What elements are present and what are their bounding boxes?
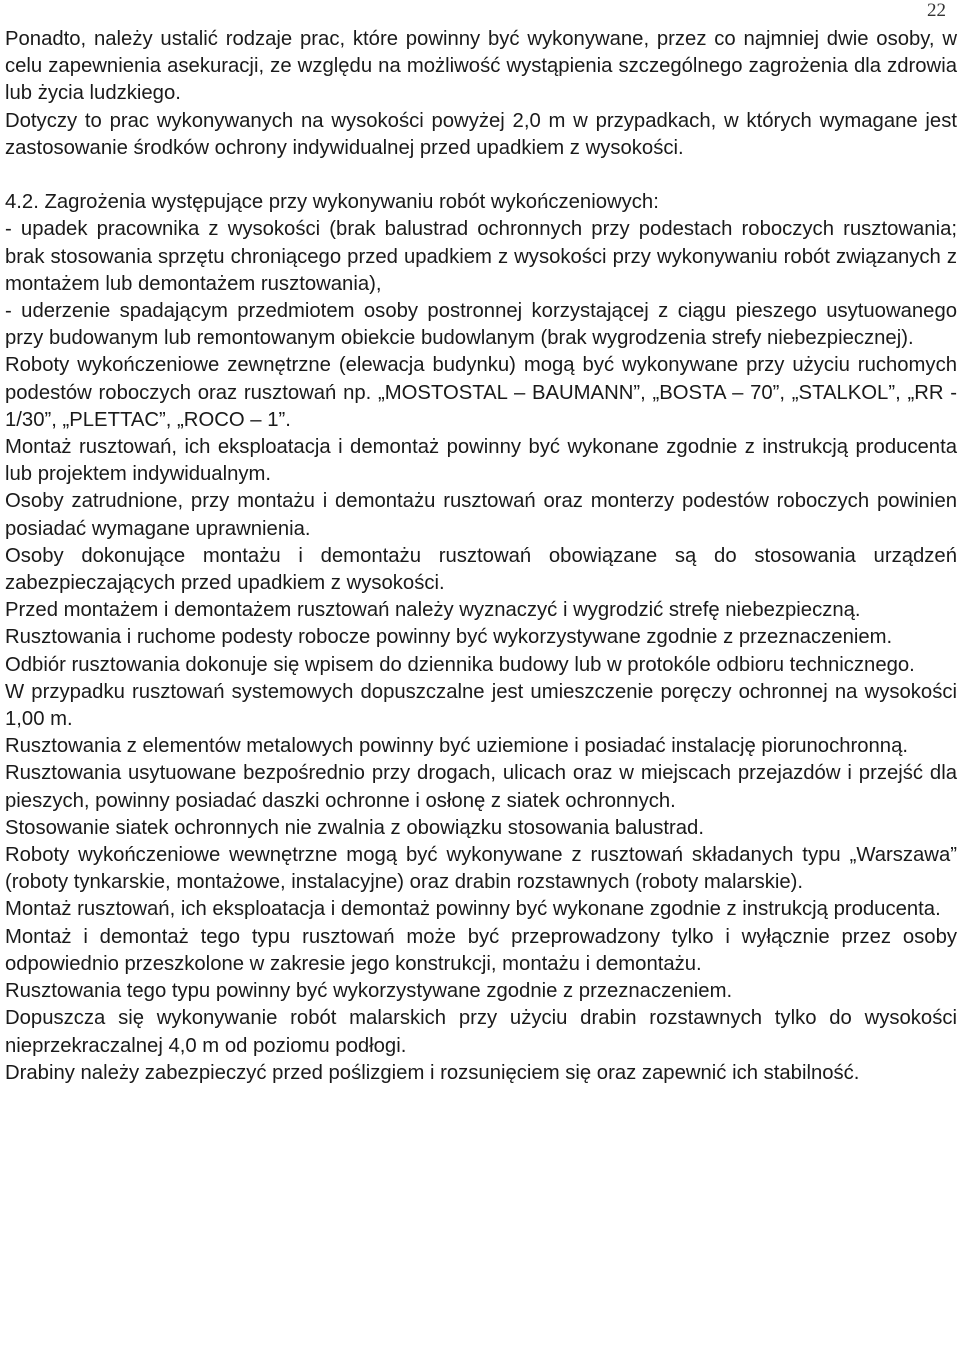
paragraph: Osoby zatrudnione, przy montażu i demontażu rusztowań oraz monterzy podestów roboczych powinien posiadać wymagane uprawnienia. — [5, 490, 957, 540]
paragraph: Przed montażem i demontażem rusztowań należy wyznaczyć i wygrodzić strefę niebezpieczną. — [5, 599, 861, 622]
document-body — [5, 26, 957, 1087]
paragraph: Dotyczy to prac wykonywanych na wysokości powyżej 2,0 m w przypadkach, w których wymagane jest zastosowanie środków ochrony indywidualnej przed upadkiem z wysokości. — [5, 109, 957, 159]
paragraph: - uderzenie spadającym przedmiotem osoby postronnej korzystającej z ciągu pieszego usytuowanego przy budowanym lub remontowanym obiekcie budowlanym (brak wygrodzenia strefy niebezpiecznej). — [5, 300, 957, 350]
paragraph: Stosowanie siatek ochronnych nie zwalnia z obowiązku stosowania balustrad. — [5, 816, 704, 839]
section-heading: 4.2. Zagrożenia występujące przy wykonywaniu robót wykończeniowych: — [5, 191, 659, 214]
paragraph: Roboty wykończeniowe wewnętrzne mogą być wykonywane z rusztowań składanych typu „Warszawa” (roboty tynkarskie, montażowe, instalacyjne) oraz drabin rozstawnych (roboty malarskie). — [5, 844, 957, 894]
paragraph-spacer — [5, 162, 957, 189]
paragraph: Montaż rusztowań, ich eksploatacja i demontaż powinny być wykonane zgodnie z instrukcją producenta. — [5, 898, 941, 921]
paragraph: Rusztowania usytuowane bezpośrednio przy drogach, ulicach oraz w miejscach przejazdów i przejść dla pieszych, powinny posiadać daszki ochronne i osłonę z siatek ochronnych. — [5, 762, 957, 812]
paragraph: Montaż rusztowań, ich eksploatacja i demontaż powinny być wykonane zgodnie z instrukcją producenta lub projektem indywidualnym. — [5, 436, 957, 486]
paragraph: W przypadku rusztowań systemowych dopuszczalne jest umieszczenie poręczy ochronnej na wysokości 1,00 m. — [5, 680, 957, 731]
page-number: 22 — [927, 0, 946, 21]
paragraph: Odbiór rusztowania dokonuje się wpisem do dziennika budowy lub w protokóle odbioru technicznego. — [5, 653, 915, 676]
paragraph: Ponadto, należy ustalić rodzaje prac, które powinny być wykonywane, przez co najmniej dwie osoby, w celu zapewnienia asekuracji, ze względu na możliwość wystąpienia szczególnego zagrożenia dla zdrowia lub życia ludzkiego. — [5, 28, 957, 105]
paragraph: Osoby dokonujące montażu i demontażu rusztowań obowiązane są do stosowania urządzeń zabezpieczających przed upadkiem z wysokości. — [5, 544, 957, 595]
paragraph: - upadek pracownika z wysokości (brak balustrad ochronnych przy podestach roboczych rusztowania; brak stosowania sprzętu chroniącego przed upadkiem z wysokości przy wykonywaniu robót związanych z montażem lub demontażem rusztowania), — [5, 218, 957, 295]
paragraph: Drabiny należy zabezpieczyć przed poślizgiem i rozsunięciem się oraz zapewnić ich stabilność. — [5, 1061, 860, 1084]
paragraph: Roboty wykończeniowe zewnętrzne (elewacja budynku) mogą być wykonywane przy użyciu ruchomych podestów roboczych oraz rusztowań np. „MOSTOSTAL – BAUMANN”, „BOSTA – 70”, „STALKOL”, „RR - 1/30”, „PLETTAC”, „ROCO – 1”. — [5, 354, 957, 431]
paragraph: Rusztowania tego typu powinny być wykorzystywane zgodnie z przeznaczeniem. — [5, 980, 733, 1003]
paragraph: Montaż i demontaż tego typu rusztowań może być przeprowadzony tylko i wyłącznie przez osoby odpowiednio przeszkolone w zakresie jego konstrukcji, montażu i demontażu. — [5, 925, 957, 975]
paragraph: Rusztowania z elementów metalowych powinny być uziemione i posiadać instalację piorunochronną. — [5, 735, 909, 758]
paragraph: Dopuszcza się wykonywanie robót malarskich przy użyciu drabin rozstawnych tylko do wysokości nieprzekraczalnej 4,0 m od poziomu podłogi. — [5, 1007, 957, 1057]
paragraph: Rusztowania i ruchome podesty robocze powinny być wykorzystywane zgodnie z przeznaczeniem. — [5, 626, 893, 649]
